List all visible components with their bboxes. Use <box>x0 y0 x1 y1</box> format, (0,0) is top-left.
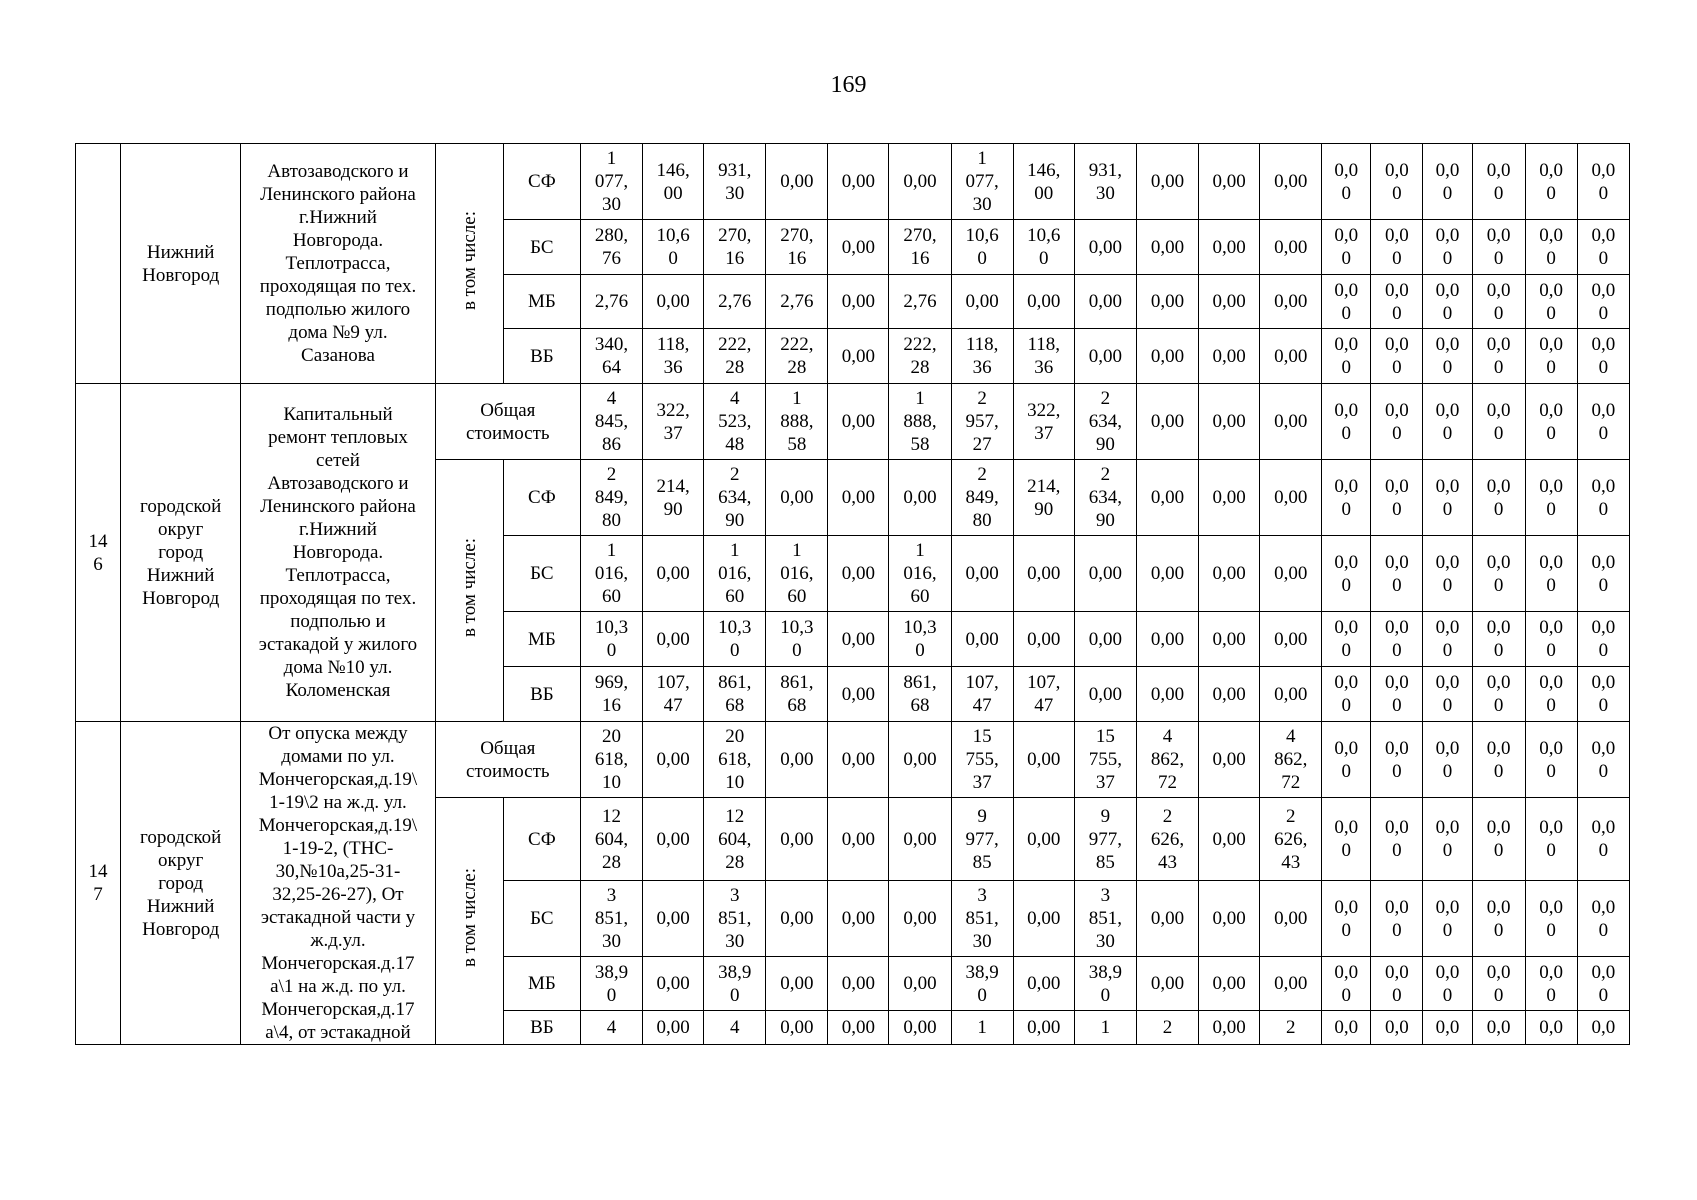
value-cell: 0,0 0 <box>1577 384 1629 460</box>
funding-source-cell: ВБ <box>503 1011 580 1045</box>
value-cell: 0,00 <box>643 881 704 957</box>
value-cell: 0,00 <box>1199 329 1260 384</box>
value-cell: 0,00 <box>643 612 704 667</box>
value-cell: 0,00 <box>1074 667 1136 722</box>
value-cell: 0,0 0 <box>1322 460 1371 536</box>
value-cell: 0,00 <box>1136 144 1198 220</box>
value-cell: 10,3 0 <box>766 612 828 667</box>
value-cell: 4 <box>580 1011 642 1045</box>
value-cell: 0,00 <box>1199 798 1260 881</box>
value-cell: 4 <box>704 1011 766 1045</box>
value-cell: 0,00 <box>1136 957 1198 1011</box>
value-cell: 0,00 <box>1199 144 1260 220</box>
value-cell: 1 <box>951 1011 1013 1045</box>
value-cell: 0,0 0 <box>1371 798 1423 881</box>
value-cell: 3 851, 30 <box>580 881 642 957</box>
value-cell: 0,00 <box>643 798 704 881</box>
table-row <box>76 722 1630 798</box>
value-cell: 1 016, 60 <box>704 536 766 612</box>
value-cell: 0,00 <box>1136 275 1198 329</box>
value-cell: 0,00 <box>1013 536 1074 612</box>
value-cell: 0,00 <box>889 881 951 957</box>
value-cell: 0,0 0 <box>1322 220 1371 275</box>
value-cell: 0,00 <box>828 144 889 220</box>
value-cell: 0,00 <box>1136 667 1198 722</box>
value-cell: 0,00 <box>1260 536 1322 612</box>
value-cell: 0,0 0 <box>1322 667 1371 722</box>
value-cell: 0,00 <box>828 667 889 722</box>
table-row <box>76 144 1630 220</box>
value-cell: 0,00 <box>828 1011 889 1045</box>
value-cell: 4 862, 72 <box>1260 722 1322 798</box>
table-row <box>76 384 1630 460</box>
value-cell: 38,9 0 <box>1074 957 1136 1011</box>
value-cell: 0,00 <box>1074 536 1136 612</box>
value-cell: 0,00 <box>766 722 828 798</box>
value-cell: 4 523, 48 <box>704 384 766 460</box>
value-cell: 0,00 <box>643 275 704 329</box>
value-cell: 0,00 <box>828 722 889 798</box>
value-cell: 0,0 0 <box>1577 957 1629 1011</box>
value-cell: 0,00 <box>1260 612 1322 667</box>
value-cell: 12 604, 28 <box>580 798 642 881</box>
value-cell: 0,0 0 <box>1472 144 1525 220</box>
value-cell: 0,0 0 <box>1472 275 1525 329</box>
value-cell: 0,00 <box>1260 957 1322 1011</box>
including-label-cell <box>435 460 503 722</box>
total-cost-label: Общая стоимость <box>435 722 580 798</box>
value-cell: 0,0 0 <box>1322 798 1371 881</box>
value-cell: 2 626, 43 <box>1136 798 1198 881</box>
value-cell: 0,00 <box>643 957 704 1011</box>
value-cell: 0,00 <box>828 798 889 881</box>
row-number: 14 7 <box>76 722 121 1045</box>
value-cell: 0,0 0 <box>1423 667 1472 722</box>
value-cell: 107, 47 <box>643 667 704 722</box>
value-cell: 0,00 <box>766 144 828 220</box>
value-cell: 0,00 <box>1199 957 1260 1011</box>
value-cell: 0,0 0 <box>1371 384 1423 460</box>
value-cell: 146, 00 <box>643 144 704 220</box>
including-label-cell <box>435 144 503 384</box>
value-cell: 10,3 0 <box>580 612 642 667</box>
value-cell: 0,0 0 <box>1371 667 1423 722</box>
value-cell: 0,0 0 <box>1472 536 1525 612</box>
value-cell: 0,00 <box>766 798 828 881</box>
value-cell: 0,0 0 <box>1525 957 1577 1011</box>
value-cell: 2,76 <box>766 275 828 329</box>
value-cell: 0,0 0 <box>1423 957 1472 1011</box>
value-cell: 2 634, 90 <box>1074 460 1136 536</box>
value-cell: 0,00 <box>1013 881 1074 957</box>
value-cell: 0,00 <box>766 1011 828 1045</box>
value-cell: 0,00 <box>828 536 889 612</box>
value-cell: 0,0 0 <box>1525 798 1577 881</box>
value-cell: 1 077, 30 <box>580 144 642 220</box>
total-cost-label: Общая стоимость <box>435 384 580 460</box>
value-cell: 0,0 0 <box>1472 220 1525 275</box>
value-cell: 0,0 0 <box>1423 275 1472 329</box>
value-cell: 0,0 0 <box>1322 957 1371 1011</box>
value-cell: 0,0 0 <box>1322 384 1371 460</box>
including-label: в том числе: <box>458 868 480 968</box>
value-cell: 0,00 <box>951 536 1013 612</box>
value-cell: 0,0 0 <box>1577 612 1629 667</box>
value-cell: 0,00 <box>643 1011 704 1045</box>
value-cell: 0,0 0 <box>1371 536 1423 612</box>
value-cell: 0,0 0 <box>1371 329 1423 384</box>
value-cell: 3 851, 30 <box>1074 881 1136 957</box>
value-cell: 270, 16 <box>766 220 828 275</box>
value-cell: 2 <box>1136 1011 1198 1045</box>
value-cell: 0,0 <box>1577 1011 1629 1045</box>
value-cell: 0,00 <box>889 460 951 536</box>
value-cell: 12 604, 28 <box>704 798 766 881</box>
value-cell: 0,0 0 <box>1322 722 1371 798</box>
value-cell: 0,00 <box>828 275 889 329</box>
funding-source-cell: МБ <box>503 957 580 1011</box>
value-cell: 222, 28 <box>889 329 951 384</box>
value-cell: 0,0 0 <box>1322 881 1371 957</box>
value-cell: 0,00 <box>1199 460 1260 536</box>
value-cell: 0,00 <box>1013 612 1074 667</box>
value-cell: 20 618, 10 <box>580 722 642 798</box>
value-cell: 0,00 <box>889 798 951 881</box>
value-cell: 0,00 <box>1074 220 1136 275</box>
funding-source-cell: БС <box>503 220 580 275</box>
value-cell: 0,0 0 <box>1525 881 1577 957</box>
value-cell: 0,00 <box>828 329 889 384</box>
value-cell: 0,0 0 <box>1472 798 1525 881</box>
value-cell: 0,00 <box>643 722 704 798</box>
value-cell: 1 016, 60 <box>580 536 642 612</box>
value-cell: 118, 36 <box>643 329 704 384</box>
value-cell: 0,00 <box>889 144 951 220</box>
value-cell: 4 862, 72 <box>1136 722 1198 798</box>
value-cell: 118, 36 <box>951 329 1013 384</box>
value-cell: 0,00 <box>1136 460 1198 536</box>
value-cell: 0,00 <box>643 536 704 612</box>
value-cell: 107, 47 <box>1013 667 1074 722</box>
value-cell: 0,0 0 <box>1472 384 1525 460</box>
description-cell: От опуска между домами по ул. Мончегорская,д.19\ 1-19\2 на ж.д. ул. Мончегорская,д.19\ 1-19-2, (ТНС- 30,№10а,25-31- 32,25-26-27), От эстакадной части у ж.д.ул. Мончегорская.д.17 а\1 на ж.д. по ул. Мончегорская,д.17 а\4, от эстакадной <box>241 722 435 1045</box>
municipality-cell: городской округ город Нижний Новгород <box>121 722 241 1045</box>
value-cell: 1 <box>1074 1011 1136 1045</box>
value-cell: 969, 16 <box>580 667 642 722</box>
value-cell: 0,0 0 <box>1371 881 1423 957</box>
value-cell: 0,00 <box>1013 275 1074 329</box>
page-number: 169 <box>830 72 867 98</box>
value-cell: 0,0 <box>1525 1011 1577 1045</box>
value-cell: 0,0 0 <box>1525 220 1577 275</box>
value-cell: 0,00 <box>1260 881 1322 957</box>
value-cell: 146, 00 <box>1013 144 1074 220</box>
value-cell: 0,00 <box>1199 1011 1260 1045</box>
value-cell: 2 957, 27 <box>951 384 1013 460</box>
value-cell: 222, 28 <box>704 329 766 384</box>
value-cell: 0,00 <box>828 612 889 667</box>
description-cell: Капитальный ремонт тепловых сетей Автозаводского и Ленинского района г.Нижний Новгорода. Теплотрасса, проходящая по тех. подполью и эстакадой у жилого дома №10 ул. Коломенская <box>241 384 435 722</box>
value-cell: 0,00 <box>1260 275 1322 329</box>
value-cell: 0,00 <box>1199 667 1260 722</box>
budget-table <box>75 143 1630 1045</box>
value-cell: 0,0 0 <box>1577 722 1629 798</box>
value-cell: 1 077, 30 <box>951 144 1013 220</box>
value-cell: 0,0 <box>1423 1011 1472 1045</box>
value-cell: 9 977, 85 <box>1074 798 1136 881</box>
value-cell: 340, 64 <box>580 329 642 384</box>
value-cell: 10,6 0 <box>951 220 1013 275</box>
value-cell: 2 626, 43 <box>1260 798 1322 881</box>
value-cell: 0,0 0 <box>1577 329 1629 384</box>
value-cell: 0,00 <box>889 1011 951 1045</box>
value-cell: 0,00 <box>766 881 828 957</box>
funding-source-cell: СФ <box>503 798 580 881</box>
value-cell: 10,3 0 <box>889 612 951 667</box>
value-cell: 0,0 0 <box>1525 144 1577 220</box>
row-number <box>76 144 121 384</box>
value-cell: 0,00 <box>1136 881 1198 957</box>
value-cell: 0,00 <box>1013 1011 1074 1045</box>
value-cell: 9 977, 85 <box>951 798 1013 881</box>
value-cell: 0,00 <box>1074 329 1136 384</box>
value-cell: 0,0 0 <box>1423 384 1472 460</box>
value-cell: 0,0 <box>1472 1011 1525 1045</box>
value-cell: 2,76 <box>889 275 951 329</box>
value-cell: 0,00 <box>1260 667 1322 722</box>
value-cell: 0,00 <box>1136 536 1198 612</box>
value-cell: 0,0 0 <box>1322 329 1371 384</box>
value-cell: 270, 16 <box>889 220 951 275</box>
value-cell: 4 845, 86 <box>580 384 642 460</box>
value-cell: 861, 68 <box>766 667 828 722</box>
value-cell: 1 888, 58 <box>889 384 951 460</box>
municipality-cell: городской округ город Нижний Новгород <box>121 384 241 722</box>
value-cell: 38,9 0 <box>951 957 1013 1011</box>
value-cell: 0,0 0 <box>1472 881 1525 957</box>
funding-source-cell: БС <box>503 536 580 612</box>
value-cell: 0,0 0 <box>1577 460 1629 536</box>
value-cell: 0,0 0 <box>1371 144 1423 220</box>
value-cell: 861, 68 <box>889 667 951 722</box>
value-cell: 322, 37 <box>1013 384 1074 460</box>
value-cell: 0,00 <box>889 957 951 1011</box>
value-cell: 15 755, 37 <box>1074 722 1136 798</box>
value-cell: 0,00 <box>1199 722 1260 798</box>
value-cell: 10,6 0 <box>1013 220 1074 275</box>
value-cell: 0,0 0 <box>1371 612 1423 667</box>
value-cell: 0,0 0 <box>1371 957 1423 1011</box>
value-cell: 3 851, 30 <box>951 881 1013 957</box>
value-cell: 0,0 0 <box>1371 722 1423 798</box>
value-cell: 0,0 0 <box>1525 722 1577 798</box>
value-cell: 0,0 <box>1322 1011 1371 1045</box>
value-cell: 0,0 0 <box>1322 612 1371 667</box>
value-cell: 0,00 <box>1074 612 1136 667</box>
value-cell: 2 849, 80 <box>951 460 1013 536</box>
municipality-cell: Нижний Новгород <box>121 144 241 384</box>
value-cell: 0,0 0 <box>1423 881 1472 957</box>
value-cell: 3 851, 30 <box>704 881 766 957</box>
value-cell: 107, 47 <box>951 667 1013 722</box>
value-cell: 0,0 0 <box>1322 144 1371 220</box>
value-cell: 931, 30 <box>704 144 766 220</box>
value-cell: 0,00 <box>1260 460 1322 536</box>
value-cell: 931, 30 <box>1074 144 1136 220</box>
including-label: в том числе: <box>458 537 480 638</box>
value-cell: 0,0 0 <box>1577 536 1629 612</box>
value-cell: 0,00 <box>1260 384 1322 460</box>
value-cell: 2,76 <box>704 275 766 329</box>
value-cell: 0,0 0 <box>1472 957 1525 1011</box>
value-cell: 222, 28 <box>766 329 828 384</box>
value-cell: 0,00 <box>1199 220 1260 275</box>
value-cell: 0,0 0 <box>1577 881 1629 957</box>
value-cell: 322, 37 <box>643 384 704 460</box>
value-cell: 0,00 <box>1199 536 1260 612</box>
value-cell: 0,00 <box>1199 275 1260 329</box>
value-cell: 2,76 <box>580 275 642 329</box>
value-cell: 0,0 0 <box>1423 144 1472 220</box>
value-cell: 0,0 0 <box>1577 667 1629 722</box>
value-cell: 0,0 0 <box>1472 612 1525 667</box>
value-cell: 2 634, 90 <box>704 460 766 536</box>
value-cell: 0,00 <box>1136 612 1198 667</box>
value-cell: 0,0 0 <box>1577 798 1629 881</box>
value-cell: 0,00 <box>1013 722 1074 798</box>
value-cell: 0,0 0 <box>1525 460 1577 536</box>
value-cell: 0,00 <box>828 384 889 460</box>
value-cell: 2 849, 80 <box>580 460 642 536</box>
value-cell: 10,6 0 <box>643 220 704 275</box>
value-cell: 0,00 <box>828 220 889 275</box>
funding-source-cell: МБ <box>503 275 580 329</box>
value-cell: 0,0 0 <box>1371 275 1423 329</box>
value-cell: 15 755, 37 <box>951 722 1013 798</box>
value-cell: 0,0 0 <box>1423 220 1472 275</box>
value-cell: 0,0 0 <box>1371 220 1423 275</box>
value-cell: 0,00 <box>951 275 1013 329</box>
value-cell: 0,00 <box>951 612 1013 667</box>
value-cell: 270, 16 <box>704 220 766 275</box>
value-cell: 1 016, 60 <box>889 536 951 612</box>
funding-source-cell: МБ <box>503 612 580 667</box>
value-cell: 0,0 0 <box>1423 329 1472 384</box>
including-label: в том числе: <box>458 210 480 311</box>
value-cell: 0,00 <box>1013 798 1074 881</box>
value-cell: 38,9 0 <box>580 957 642 1011</box>
value-cell: 0,0 0 <box>1525 384 1577 460</box>
value-cell: 0,00 <box>1136 329 1198 384</box>
value-cell: 0,0 0 <box>1423 798 1472 881</box>
value-cell: 0,00 <box>1199 881 1260 957</box>
value-cell: 0,00 <box>1074 275 1136 329</box>
value-cell: 0,0 0 <box>1525 667 1577 722</box>
value-cell: 0,00 <box>1199 612 1260 667</box>
including-label-cell <box>435 798 503 1045</box>
value-cell: 0,0 0 <box>1423 536 1472 612</box>
value-cell: 1 888, 58 <box>766 384 828 460</box>
value-cell: 0,00 <box>1013 957 1074 1011</box>
value-cell: 118, 36 <box>1013 329 1074 384</box>
value-cell: 0,00 <box>889 722 951 798</box>
value-cell: 2 <box>1260 1011 1322 1045</box>
description-cell: Автозаводского и Ленинского района г.Нижний Новгорода. Теплотрасса, проходящая по тех. подполью жилого дома №9 ул. Сазанова <box>241 144 435 384</box>
value-cell: 0,0 0 <box>1371 460 1423 536</box>
funding-source-cell: БС <box>503 881 580 957</box>
value-cell: 0,00 <box>1199 384 1260 460</box>
value-cell: 0,00 <box>1260 220 1322 275</box>
value-cell: 861, 68 <box>704 667 766 722</box>
value-cell: 0,0 0 <box>1525 275 1577 329</box>
value-cell: 1 016, 60 <box>766 536 828 612</box>
value-cell: 0,0 0 <box>1472 460 1525 536</box>
value-cell: 0,0 0 <box>1577 275 1629 329</box>
value-cell: 0,0 0 <box>1322 536 1371 612</box>
value-cell: 0,00 <box>766 460 828 536</box>
value-cell: 0,0 0 <box>1525 329 1577 384</box>
value-cell: 0,00 <box>1260 329 1322 384</box>
funding-source-cell: СФ <box>503 144 580 220</box>
value-cell: 214, 90 <box>1013 460 1074 536</box>
value-cell: 280, 76 <box>580 220 642 275</box>
funding-source-cell: ВБ <box>503 329 580 384</box>
value-cell: 0,00 <box>766 957 828 1011</box>
value-cell: 0,0 0 <box>1423 460 1472 536</box>
value-cell: 0,0 0 <box>1472 329 1525 384</box>
funding-source-cell: СФ <box>503 460 580 536</box>
value-cell: 0,0 0 <box>1423 722 1472 798</box>
value-cell: 0,0 0 <box>1472 667 1525 722</box>
value-cell: 0,0 0 <box>1472 722 1525 798</box>
funding-source-cell: ВБ <box>503 667 580 722</box>
value-cell: 214, 90 <box>643 460 704 536</box>
value-cell: 0,0 <box>1371 1011 1423 1045</box>
value-cell: 0,0 0 <box>1423 612 1472 667</box>
value-cell: 0,0 0 <box>1577 220 1629 275</box>
value-cell: 0,00 <box>1136 384 1198 460</box>
value-cell: 0,0 0 <box>1322 275 1371 329</box>
value-cell: 2 634, 90 <box>1074 384 1136 460</box>
value-cell: 0,00 <box>828 957 889 1011</box>
value-cell: 0,0 0 <box>1525 612 1577 667</box>
value-cell: 0,0 0 <box>1525 536 1577 612</box>
value-cell: 10,3 0 <box>704 612 766 667</box>
value-cell: 0,00 <box>1136 220 1198 275</box>
value-cell: 0,0 0 <box>1577 144 1629 220</box>
value-cell: 0,00 <box>1260 144 1322 220</box>
value-cell: 0,00 <box>828 881 889 957</box>
value-cell: 38,9 0 <box>704 957 766 1011</box>
row-number: 14 6 <box>76 384 121 722</box>
value-cell: 20 618, 10 <box>704 722 766 798</box>
value-cell: 0,00 <box>828 460 889 536</box>
